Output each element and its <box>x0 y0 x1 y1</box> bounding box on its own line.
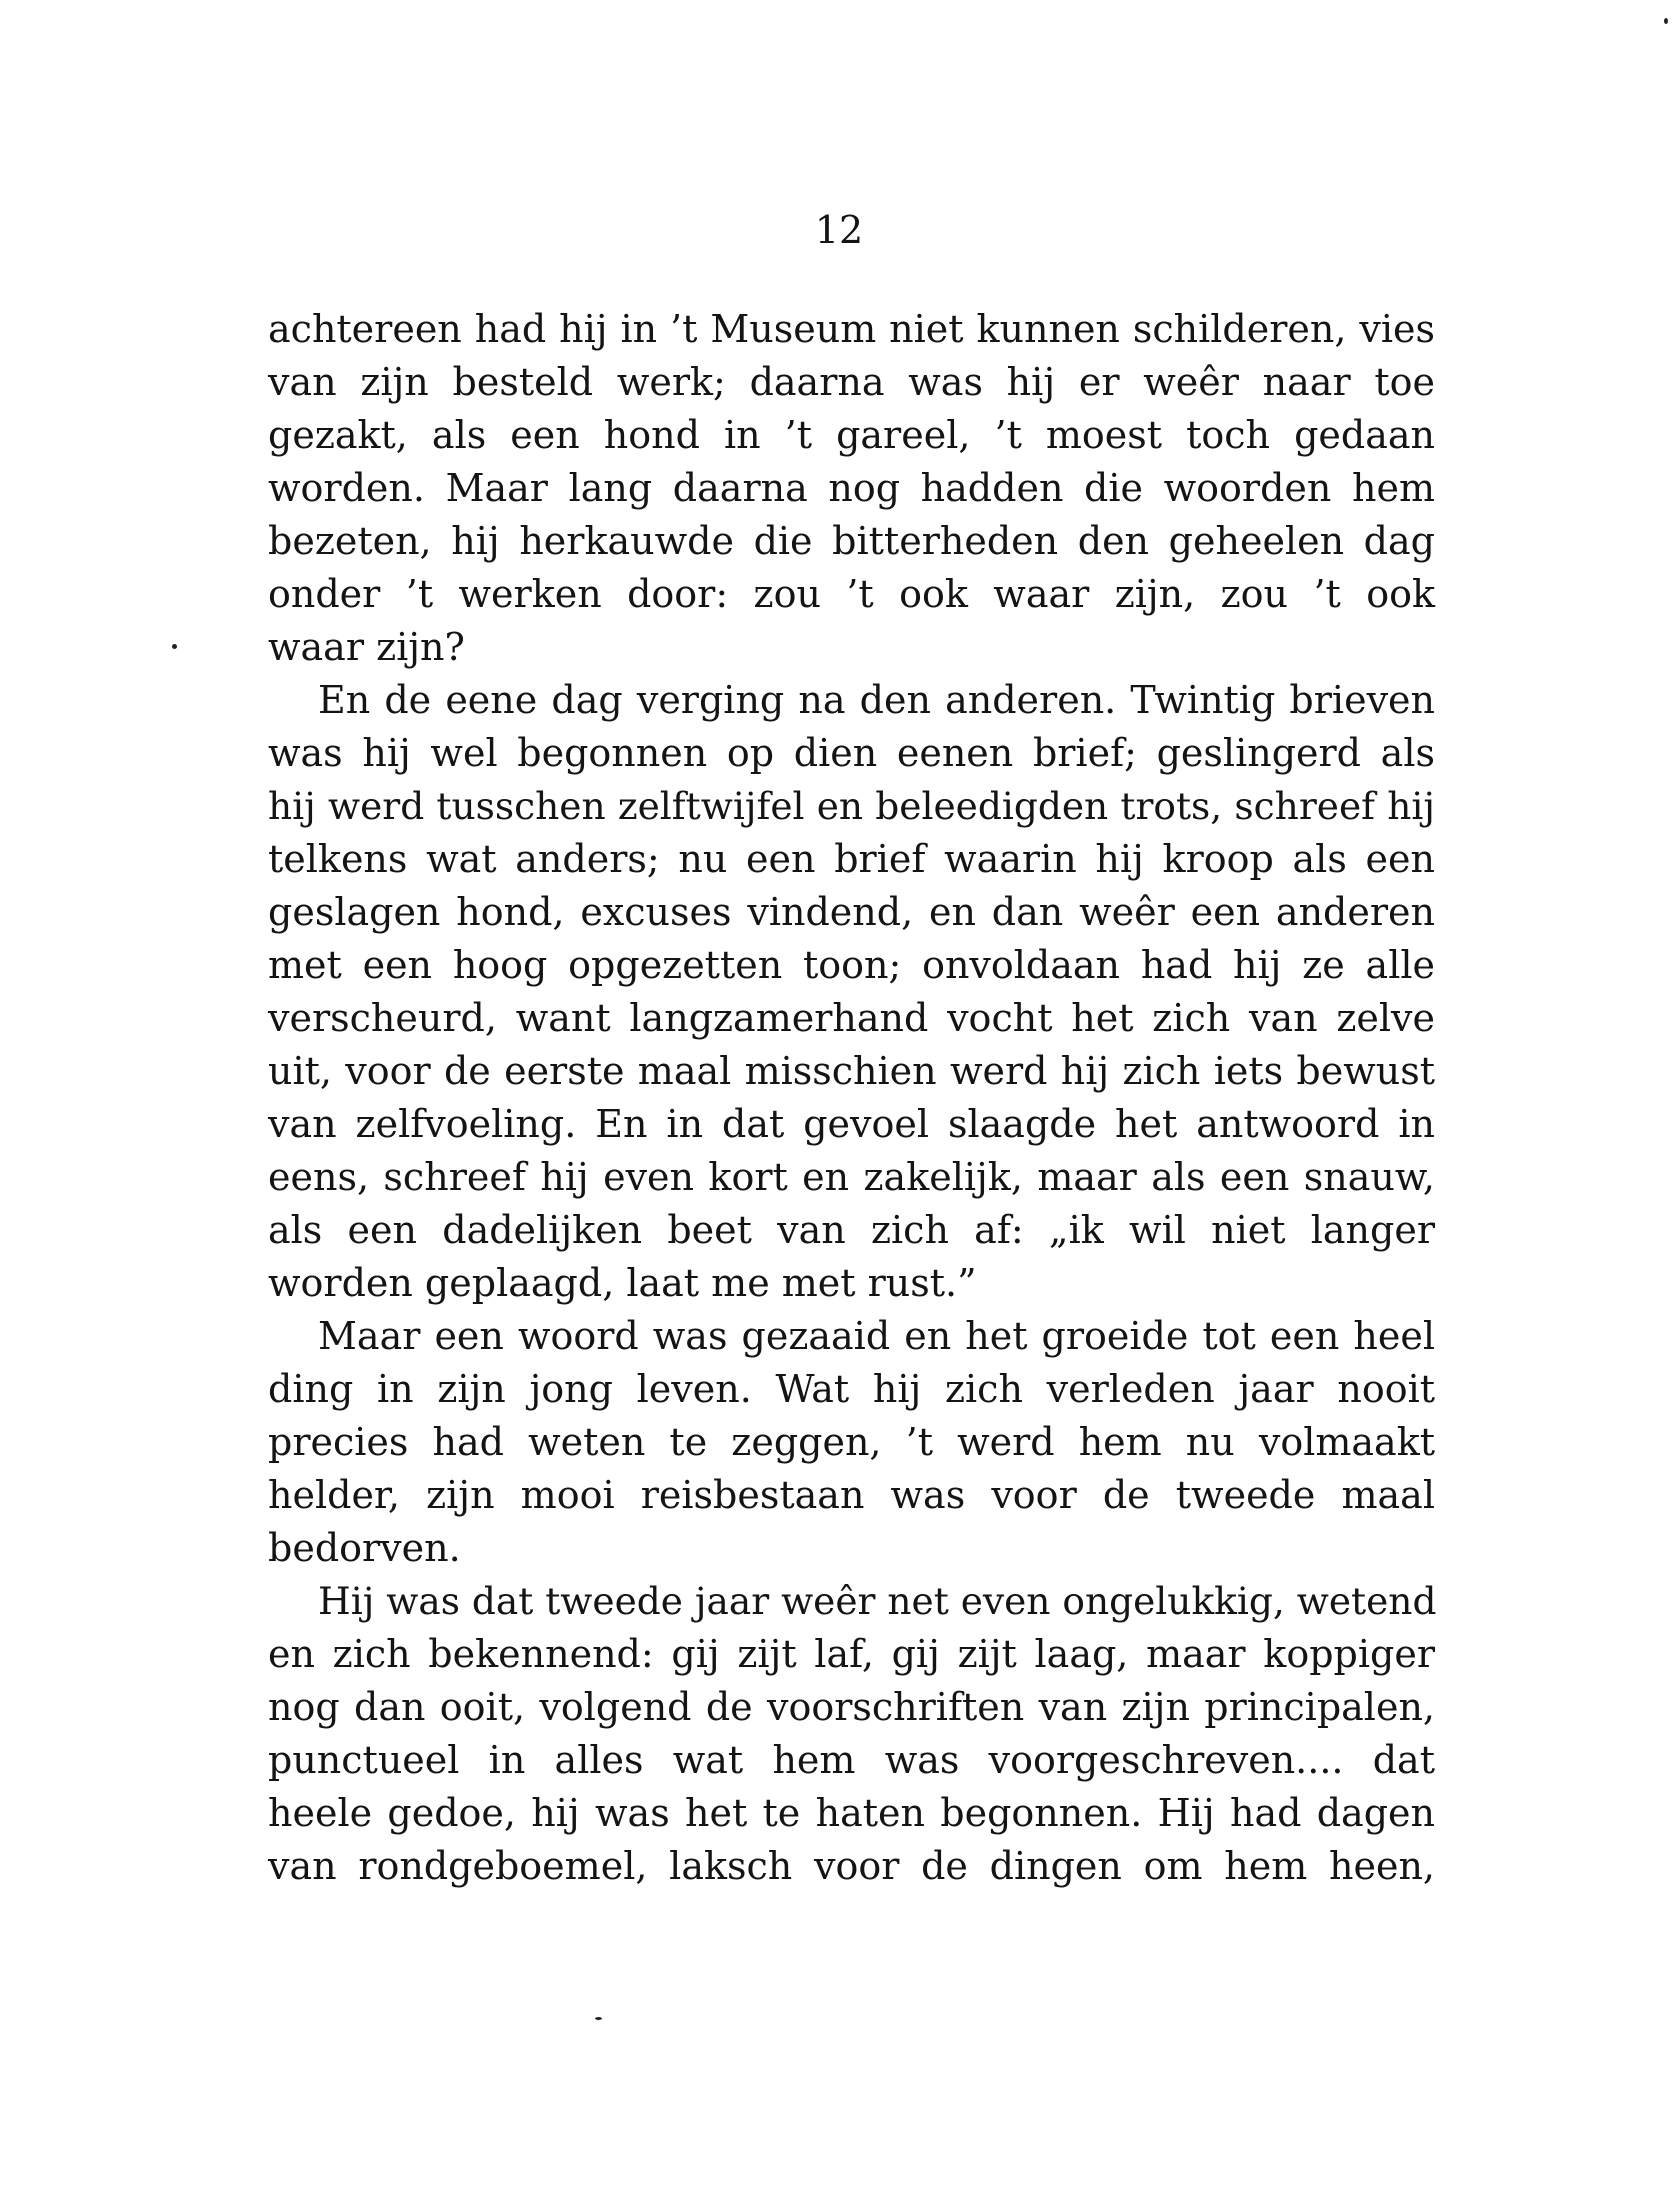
page-number: 12 <box>814 208 864 252</box>
text-line: Maar een woord was gezaaid en het groeide tot een heel <box>318 1314 1435 1358</box>
text-line: met een hoog opgezetten toon; onvoldaan had hij ze alle <box>268 943 1435 987</box>
text-line: Hij was dat tweede jaar weêr net even ongelukkig, wetend <box>318 1579 1437 1623</box>
text-line: van rondgeboemel, laksch voor de dingen om hem heen, <box>268 1844 1435 1888</box>
text-line: en zich bekennend: gij zijt laf, gij zijt laag, maar koppiger <box>268 1632 1435 1676</box>
text-line: precies had weten te zeggen, ’t werd hem nu volmaakt <box>268 1420 1435 1464</box>
text-line: heele gedoe, hij was het te haten begonnen. Hij had dagen <box>268 1791 1435 1835</box>
text-line: van zijn besteld werk; daarna was hij er weêr naar toe <box>268 360 1435 404</box>
scan-speck <box>595 2017 602 2020</box>
text-line: bedorven. <box>268 1526 461 1570</box>
text-line: worden geplaagd, laat me met rust.” <box>268 1261 977 1305</box>
text-line: onder ’t werken door: zou ’t ook waar zijn, zou ’t ook <box>268 572 1435 616</box>
text-line: gezakt, als een hond in ’t gareel, ’t moest toch gedaan <box>268 413 1435 457</box>
text-line: waar zijn? <box>268 625 465 669</box>
text-line: nog dan ooit, volgend de voorschriften van zijn principalen, <box>268 1685 1435 1729</box>
scan-speck <box>172 644 177 649</box>
text-line: punctueel in alles wat hem was voorgeschreven.... dat <box>268 1738 1435 1782</box>
text-line: bezeten, hij herkauwde die bitterheden den geheelen dag <box>268 519 1435 563</box>
text-line: verscheurd, want langzamerhand vocht het zich van zelve <box>268 996 1435 1040</box>
text-line: achtereen had hij in ’t Museum niet kunnen schilderen, vies <box>268 307 1435 351</box>
text-line: helder, zijn mooi reisbestaan was voor de tweede maal <box>268 1473 1435 1517</box>
text-line: geslagen hond, excuses vindend, en dan weêr een anderen <box>268 890 1435 934</box>
text-line: als een dadelijken beet van zich af: „ik wil niet langer <box>268 1208 1435 1252</box>
text-line: was hij wel begonnen op dien eenen brief; geslingerd als <box>268 731 1435 775</box>
text-line: telkens wat anders; nu een brief waarin hij kroop als een <box>268 837 1435 881</box>
text-line: eens, schreef hij even kort en zakelijk, maar als een snauw, <box>268 1155 1435 1199</box>
body-text <box>268 303 1435 1893</box>
scan-speck <box>1664 18 1668 24</box>
text-line: worden. Maar lang daarna nog hadden die woorden hem <box>268 466 1435 510</box>
text-line: En de eene dag verging na den anderen. Twintig brieven <box>318 678 1435 722</box>
text-line: hij werd tusschen zelftwijfel en beleedigden trots, schreef hij <box>268 784 1435 828</box>
text-line: van zelfvoeling. En in dat gevoel slaagde het antwoord in <box>268 1102 1435 1146</box>
text-line: uit, voor de eerste maal misschien werd hij zich iets bewust <box>268 1049 1435 1093</box>
text-line: ding in zijn jong leven. Wat hij zich verleden jaar nooit <box>268 1367 1435 1411</box>
